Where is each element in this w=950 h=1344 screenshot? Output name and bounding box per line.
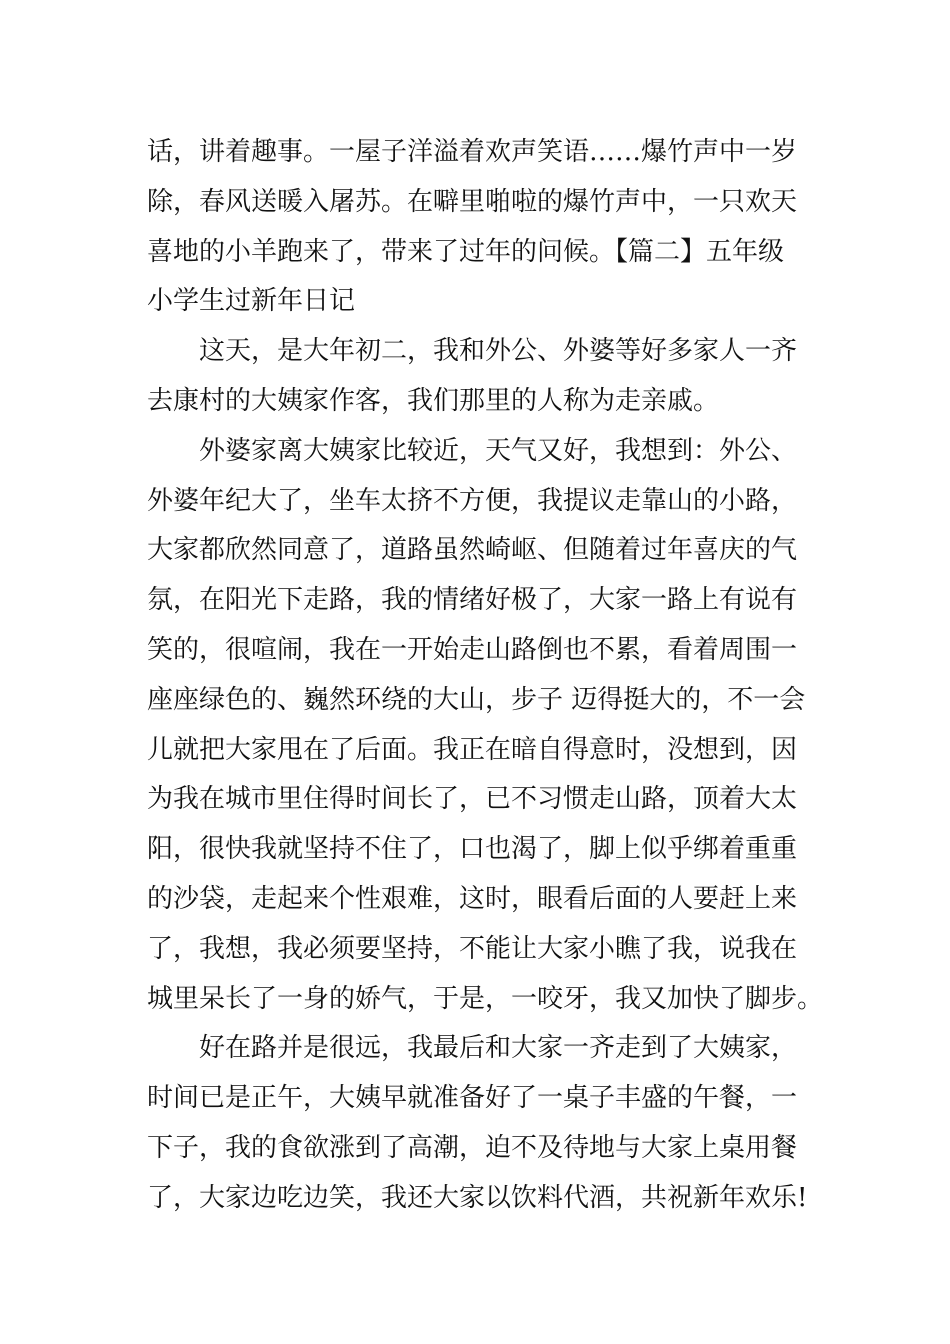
paragraph-start-line: 这天，是大年初二，我和外公、外婆等好多家人一齐: [199, 336, 798, 367]
text-line: 阳，很快我就坚持不住了，口也渴了，脚上似乎绑着重重: [147, 834, 798, 865]
text-line: 为我在城市里住得时间长了，已不习惯走山路，顶着大太: [147, 784, 798, 815]
article-text: [147, 128, 824, 1224]
text-line: 大家都欣然同意了，道路虽然崎岖、但随着过年喜庆的气: [147, 535, 798, 566]
text-line: 外婆年纪大了，坐车太挤不方便，我提议走靠山的小路，: [147, 485, 798, 516]
text-line: 小学生过新年日记: [147, 286, 356, 317]
text-line: 时间已是正午，大姨早就准备好了一桌子丰盛的午餐，一: [147, 1083, 798, 1114]
text-line: 儿就把大家甩在了后面。我正在暗自得意时，没想到，因: [147, 734, 798, 765]
text-line: 话，讲着趣事。一屋子洋溢着欢声笑语……爆竹声中一岁: [147, 137, 798, 167]
text-line: 氛，在阳光下走路，我的情绪好极了，大家一路上有说有: [147, 585, 798, 616]
text-line: 了，大家边吃边笑，我还大家以饮料代酒，共祝新年欢乐!: [147, 1182, 808, 1213]
text-line: 去康村的大姨家作客，我们那里的人称为走亲戚。: [147, 385, 720, 416]
text-line: 笑的，很喧闹，我在一开始走山路倒也不累，看着周围一: [147, 634, 798, 665]
paragraph-start-line: 外婆家离大姨家比较近，天气又好，我想到：外公、: [199, 435, 798, 466]
text-line: 的沙袋，走起来个性艰难，这时，眼看后面的人要赶上来: [147, 883, 798, 914]
paragraph-start-line: 好在路并是很远，我最后和大家一齐走到了大姨家，: [199, 1033, 798, 1064]
text-line: 了，我想，我必须要坚持，不能让大家小瞧了我，说我在: [147, 933, 798, 964]
text-line: 座座绿色的、巍然环绕的大山，步子 迈得挺大的，不一会: [147, 684, 806, 715]
text-line: 下子，我的食欲涨到了高潮，迫不及待地与大家上桌用餐: [147, 1132, 798, 1163]
text-line: 喜地的小羊跑来了，带来了过年的问候。【篇二】五年级: [147, 236, 785, 267]
text-line: 城里呆长了一身的娇气，于是，一咬牙，我又加快了脚步。: [147, 983, 824, 1014]
text-line: 除，春风送暖入屠苏。在噼里啪啦的爆竹声中，一只欢天: [147, 186, 798, 217]
